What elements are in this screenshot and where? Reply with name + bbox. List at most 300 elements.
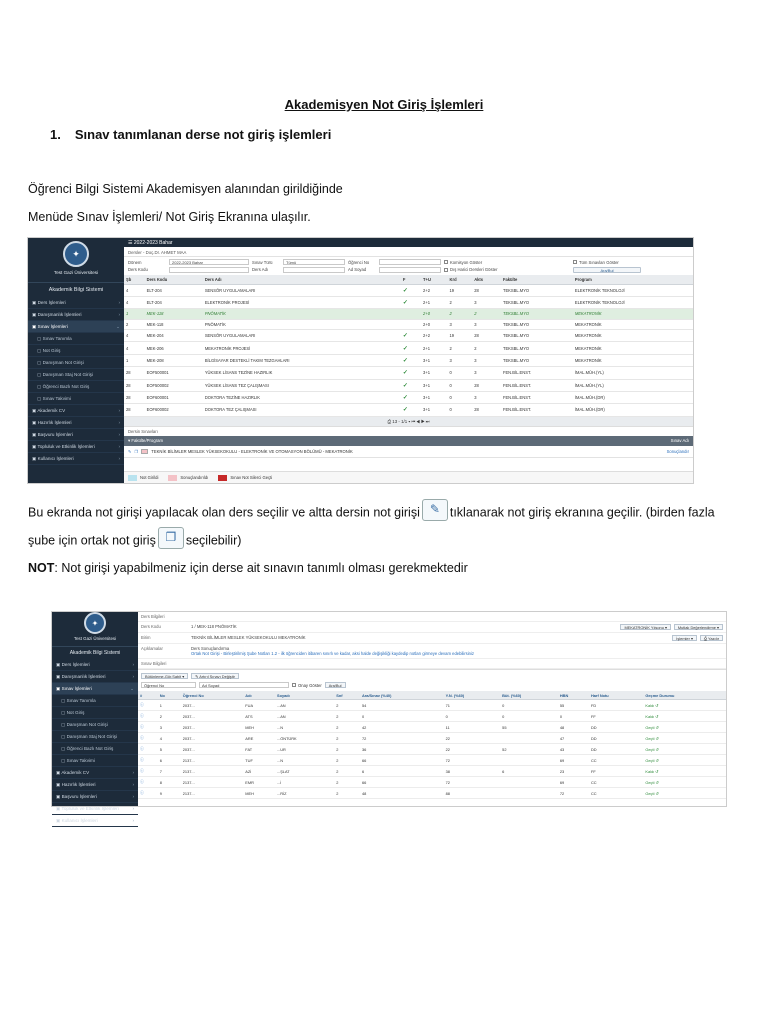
- row-number-cell: 8: [158, 777, 181, 788]
- column-header[interactable]: Krd: [448, 275, 473, 285]
- term-select[interactable]: 2022-2023 Bahar: [169, 259, 249, 265]
- final-cell: 88: [444, 788, 501, 799]
- approval-option[interactable]: [292, 683, 322, 688]
- table-row[interactable]: [124, 284, 693, 296]
- section-cell: 4: [124, 296, 145, 308]
- credit-cell: 2: [448, 342, 473, 354]
- sidebar-item[interactable]: [52, 791, 138, 803]
- paragraph-menu: Menüde Sınav İşlemleri/ Not Giriş Ekranına ulaşılır.: [28, 210, 311, 224]
- program-cell: MEKATRONİK: [573, 309, 693, 319]
- shared-grade-text-1: şube için ortak not giriş: [28, 533, 156, 548]
- chevron-icon: ›: [132, 769, 134, 775]
- midterm-cell: 0: [360, 711, 444, 722]
- letter-grade-cell: CC: [589, 755, 643, 766]
- table-row[interactable]: [124, 309, 693, 319]
- section-cell: 28: [124, 391, 145, 403]
- row-info-icon[interactable]: ⓘ: [138, 700, 158, 711]
- unit-actions: [672, 635, 723, 641]
- section-title: Sınav tanımlanan derse not giriş işlemleri: [74, 127, 332, 142]
- sidebar-item[interactable]: [52, 731, 138, 743]
- sidebar-item[interactable]: [28, 393, 124, 405]
- course-name-cell: YÜKSEK LİSANS TEZ ÇALIŞMASI: [203, 379, 401, 391]
- row-number-cell: 2: [158, 711, 181, 722]
- column-header[interactable]: Program: [573, 275, 693, 285]
- approval-checkbox[interactable]: [292, 683, 296, 687]
- exam-info-label: Sınav Bilgileri: [141, 661, 167, 666]
- grade-table: [138, 691, 726, 799]
- class-cell: 2: [334, 777, 360, 788]
- letter-grade-cell: FD: [589, 700, 643, 711]
- program-cell: İMAL.MÜH.(DR): [573, 404, 693, 416]
- sidebar-item-label: ▣ Kullanıcı İşlemleri: [56, 817, 98, 823]
- sidebar-item-label: ▣ Ders İşlemleri: [32, 299, 66, 305]
- final-cell: 72: [444, 777, 501, 788]
- column-header[interactable]: Ders Adı: [203, 275, 401, 285]
- all-exams-option[interactable]: [573, 260, 641, 265]
- sidebar-item[interactable]: [28, 429, 124, 441]
- faculty-program-header: [124, 436, 693, 446]
- makeup-cell: 0: [500, 711, 558, 722]
- sidebar-item-label: ▢ Sınav Tanımla: [61, 697, 96, 703]
- row-info-icon[interactable]: ⓘ: [138, 755, 158, 766]
- check-icon: ✓: [401, 296, 421, 308]
- credit-cell: 3: [448, 354, 473, 366]
- search-button[interactable]: Ara/Bul: [573, 267, 641, 273]
- check-icon: ✓: [401, 284, 421, 296]
- first-name-cell: MEH: [243, 788, 275, 799]
- makeup-cell: [500, 777, 558, 788]
- column-header[interactable]: #: [138, 691, 158, 700]
- section-cell: 4: [124, 330, 145, 342]
- hours-cell: 3+1: [421, 404, 447, 416]
- check-icon: ✓: [401, 391, 421, 403]
- class-cell: 2: [334, 711, 360, 722]
- table-row[interactable]: [124, 342, 693, 354]
- sidebar-item[interactable]: [28, 417, 124, 429]
- section-cell: 28: [124, 367, 145, 379]
- main-content: [124, 238, 693, 483]
- letter-grade-cell: FF: [589, 711, 643, 722]
- student-no-cell: 2037...: [181, 711, 244, 722]
- first-name-cell: MEH: [243, 722, 275, 733]
- ects-cell: 3: [472, 296, 501, 308]
- program-cell: İMAL.MÜH.(YL): [573, 379, 693, 391]
- makeup-cell: 0: [500, 700, 558, 711]
- midterm-cell: 66: [360, 755, 444, 766]
- credit-cell: 19: [448, 284, 473, 296]
- legend-item: [218, 475, 272, 481]
- row-info-icon[interactable]: ⓘ: [138, 777, 158, 788]
- first-name-cell: ARE: [243, 733, 275, 744]
- surname-cell: ...ŞLAT: [275, 766, 334, 777]
- sidebar-item[interactable]: [28, 333, 124, 345]
- first-name-cell: ATS: [243, 711, 275, 722]
- course-table: [124, 275, 693, 417]
- row-info-icon[interactable]: ⓘ: [138, 733, 158, 744]
- first-name-cell: FUA: [243, 700, 275, 711]
- credit-cell: 0: [448, 379, 473, 391]
- hours-cell: 2+2: [421, 330, 447, 342]
- section-cell: 4: [124, 342, 145, 354]
- ects-cell: 3: [472, 354, 501, 366]
- column-header[interactable]: HBN: [558, 691, 589, 700]
- exam-type-select[interactable]: Tümü: [283, 259, 345, 265]
- course-name-cell: DOKTORA TEZ ÇALIŞMASI: [203, 404, 401, 416]
- student-no-cell: 2037...: [181, 733, 244, 744]
- column-select[interactable]: Bütünleme-Gör.Sabit ▾: [141, 673, 188, 679]
- average-cell: 23: [558, 766, 589, 777]
- chevron-icon: ›: [118, 419, 120, 425]
- sidebar-item[interactable]: [28, 309, 124, 321]
- surname-cell: ...RİZ: [275, 788, 334, 799]
- average-cell: 72: [558, 788, 589, 799]
- sidebar-item[interactable]: [28, 345, 124, 357]
- commission-option[interactable]: [444, 260, 570, 265]
- surname-cell: ...AN: [275, 711, 334, 722]
- average-cell: 48: [558, 722, 589, 733]
- student-no-cell: 2037...: [181, 744, 244, 755]
- shared-grade-text-2: seçilebilir): [185, 533, 242, 548]
- program-row[interactable]: [124, 446, 693, 458]
- table-row[interactable]: [124, 319, 693, 329]
- column-header[interactable]: Büt. (%60): [500, 691, 558, 700]
- chevron-icon: ›: [118, 299, 120, 305]
- column-header[interactable]: Y.N. (%60): [444, 691, 501, 700]
- sidebar-item[interactable]: [52, 707, 138, 719]
- row-info-icon[interactable]: ⓘ: [138, 766, 158, 777]
- midterm-cell: 72: [360, 733, 444, 744]
- table-row[interactable]: [124, 296, 693, 308]
- grade-toolbar: [138, 669, 726, 682]
- makeup-cell: 55: [500, 722, 558, 733]
- chevron-icon: ›: [132, 661, 134, 667]
- chevron-icon: ›: [118, 407, 120, 413]
- sidebar-item[interactable]: [52, 803, 138, 815]
- sidebar-item-label: ▢ Danışman Staj Not Girişi: [37, 371, 93, 377]
- course-list-screenshot: [27, 237, 694, 484]
- course-code-cell: EOF500002: [145, 379, 203, 391]
- course-code-input[interactable]: [169, 267, 249, 273]
- evaluation-select[interactable]: Mutlak Değerlendirme ▾: [674, 624, 723, 630]
- table-row[interactable]: [138, 777, 726, 788]
- paragraph-shared-grade: [28, 530, 242, 549]
- student-no-label: Öğrenci No: [348, 259, 370, 265]
- sidebar-menu: [52, 659, 138, 827]
- program-cell: MEKATRONİK: [573, 330, 693, 342]
- external-courses-checkbox[interactable]: [444, 268, 448, 272]
- course-code-cell: MEK-204: [145, 330, 203, 342]
- column-header[interactable]: T+U: [421, 275, 447, 285]
- university-name: Test Gazi Üniversitesi: [53, 270, 99, 275]
- credit-cell: 0: [448, 391, 473, 403]
- pagination[interactable]: ⎙ 13 - 1/1 ▾ ⏮ ◀ ▶ ⏭: [124, 417, 693, 426]
- name-surname-input[interactable]: [379, 267, 441, 273]
- ects-cell: 28: [472, 404, 501, 416]
- table-row[interactable]: [138, 766, 726, 777]
- first-name-cell: AZİ: [243, 766, 275, 777]
- course-name-cell: SENSÖR UYGULAMALARI: [203, 284, 401, 296]
- course-name-input[interactable]: [283, 267, 345, 273]
- grade-filter-row: [138, 682, 726, 691]
- table-row[interactable]: [138, 788, 726, 799]
- external-courses-option[interactable]: [444, 267, 570, 272]
- sidebar-item[interactable]: [28, 369, 124, 381]
- hours-cell: 3+1: [421, 354, 447, 366]
- class-cell: 2: [334, 733, 360, 744]
- makeup-cell: [500, 733, 558, 744]
- legend-item: [168, 475, 208, 481]
- row-number-cell: 4: [158, 733, 181, 744]
- course-code-row: [138, 622, 726, 633]
- course-name-cell: PNÖMATİK: [203, 309, 401, 319]
- hours-cell: 3+1: [421, 391, 447, 403]
- credit-cell: 3: [448, 319, 473, 329]
- column-header[interactable]: No: [158, 691, 181, 700]
- sidebar-item[interactable]: [28, 405, 124, 417]
- final-cell: 38: [444, 766, 501, 777]
- table-row[interactable]: [138, 733, 726, 744]
- finalize-link[interactable]: Sonuçlandır: [666, 448, 689, 454]
- average-cell: 69: [558, 777, 589, 788]
- column-header[interactable]: Fakülte: [501, 275, 573, 285]
- status-cell: [401, 309, 421, 319]
- chevron-icon: ›: [132, 793, 134, 799]
- table-row[interactable]: [138, 722, 726, 733]
- table-row[interactable]: [124, 330, 693, 342]
- status-legend: [124, 471, 693, 483]
- table-row[interactable]: [124, 404, 693, 416]
- print-button[interactable]: ⎙ Yazdır: [700, 635, 723, 641]
- sidebar-item[interactable]: [52, 659, 138, 671]
- sidebar-item-label: ▣ Topluluk ve Etkinlik İşlemleri: [56, 805, 119, 811]
- column-header[interactable]: Akts: [472, 275, 501, 285]
- main-content: [138, 612, 726, 806]
- faculty-cell: FEN.BİL.ENST.: [501, 391, 573, 403]
- university-logo-icon: ✦: [84, 612, 106, 634]
- row-info-icon[interactable]: ⓘ: [138, 722, 158, 733]
- chevron-icon: ›: [132, 805, 134, 811]
- term-label: Dönem: [128, 259, 142, 265]
- sidebar-item[interactable]: [28, 357, 124, 369]
- pass-status-cell: Geçti ↺: [643, 733, 726, 744]
- name-surname-label: Ad Soyad: [348, 267, 367, 272]
- surname-cell: ...İ: [275, 777, 334, 788]
- column-header[interactable]: Harf Notu: [589, 691, 643, 700]
- sidebar-item[interactable]: [52, 767, 138, 779]
- hours-cell: 2+0: [421, 319, 447, 329]
- average-cell: 47: [558, 733, 589, 744]
- approval-label: Onay Göster: [298, 682, 322, 688]
- filter-panel: [124, 257, 693, 275]
- sidebar-item[interactable]: [52, 671, 138, 683]
- course-code-cell: ELT-204: [145, 296, 203, 308]
- makeup-cell: 6: [500, 766, 558, 777]
- sidebar-item-label: ▢ Öğrenci Bazlı Not Giriş: [37, 383, 90, 389]
- surname-cell: ...N: [275, 722, 334, 733]
- course-code-label: Ders Kodu: [141, 624, 161, 629]
- table-row[interactable]: [138, 700, 726, 711]
- sidebar-item-label: ▣ Danışmanlık İşlemleri: [32, 311, 82, 317]
- sidebar-item-label: ▣ Başvuru İşlemleri: [32, 431, 73, 437]
- sidebar-item[interactable]: [52, 779, 138, 791]
- table-row[interactable]: [138, 755, 726, 766]
- letter-grade-cell: FF: [589, 766, 643, 777]
- section-cell: 28: [124, 404, 145, 416]
- sidebar-item[interactable]: [28, 441, 124, 453]
- course-info-title: Ders Bilgileri: [141, 614, 165, 619]
- sidebar-item[interactable]: [52, 695, 138, 707]
- course-code-cell: EOF600002: [145, 404, 203, 416]
- copy-icon[interactable]: ❐: [134, 448, 139, 454]
- surname-cell: ...N: [275, 755, 334, 766]
- column-header[interactable]: Şb: [124, 275, 145, 285]
- term-bar[interactable]: ☰ 2022-2023 Bahar: [124, 238, 693, 247]
- letter-grade-cell: CC: [589, 788, 643, 799]
- pass-status-cell: Kaldı ↺: [643, 700, 726, 711]
- credit-cell: 0: [448, 367, 473, 379]
- average-cell: 43: [558, 744, 589, 755]
- row-info-icon[interactable]: ⓘ: [138, 788, 158, 799]
- student-no-cell: 2037...: [181, 722, 244, 733]
- notes-text: Ortak Not Girişi - Birleştirilmiş Şube Notları 1.2 - ilk öğrenciden itibaren sınırlı ve kadar, aksi halde değişikliği kaydedip notları girmeye devam edebilirsiniz: [191, 651, 475, 656]
- exam-select[interactable]: MEKATRONİK Yılsonu ▾: [620, 624, 670, 630]
- hours-cell: 2+1: [421, 296, 447, 308]
- sidebar-item[interactable]: [52, 683, 138, 695]
- student-no-cell: 2137...: [181, 777, 244, 788]
- midterm-cell: 54: [360, 700, 444, 711]
- edit-icon: ✎: [422, 499, 448, 521]
- table-row[interactable]: [138, 711, 726, 722]
- sidebar-item[interactable]: [52, 815, 138, 827]
- unit-row: [138, 633, 726, 644]
- legend-label: Sonuçlandırıldı: [180, 475, 209, 480]
- legend-item: [128, 475, 158, 481]
- sidebar-item[interactable]: [52, 719, 138, 731]
- surname-cell: ...AN: [275, 700, 334, 711]
- column-header[interactable]: Öğrenci No: [181, 691, 244, 700]
- all-exams-label: Tüm Sınavları Göster: [579, 259, 619, 265]
- sidebar-item-label: ▣ Topluluk ve Etkinlik İşlemleri: [32, 443, 95, 449]
- sidebar-item[interactable]: [52, 743, 138, 755]
- final-cell: 72: [444, 755, 501, 766]
- legend-label: Sınav Not Silerci Geçti: [230, 475, 273, 480]
- section-cell: 28: [124, 379, 145, 391]
- section-cell: 2: [124, 319, 145, 329]
- sidebar-item-label: ▣ Başvuru İşlemleri: [56, 793, 97, 799]
- sidebar-item-label: ▢ Danışman Not Girişi: [37, 359, 84, 365]
- all-exams-checkbox[interactable]: [573, 260, 577, 264]
- course-info-title-row: [138, 612, 726, 622]
- exam-name-label: Sınav Adı: [670, 437, 689, 443]
- program-cell: MEKATRONİK: [573, 354, 693, 366]
- section-cell: 1: [124, 309, 145, 319]
- student-no-input[interactable]: [379, 259, 441, 265]
- credit-cell: 19: [448, 330, 473, 342]
- student-no-cell: 2137...: [181, 788, 244, 799]
- course-code-value: 1 / MEK-118 PNÖMATİK: [191, 624, 237, 629]
- note-text: : Not girişi yapabilmeniz için derse ait sınavın tanımlı olması gerekmektedir: [54, 561, 468, 575]
- surname-cell: ...UR: [275, 744, 334, 755]
- table-row[interactable]: [138, 744, 726, 755]
- student-no-input[interactable]: Öğrenci No: [141, 682, 196, 688]
- commission-label: Komisyon Göster: [450, 259, 483, 265]
- ects-cell: 3: [472, 367, 501, 379]
- external-courses-label: Dış Harici Dersleri Göster: [450, 267, 498, 272]
- table-row[interactable]: [124, 367, 693, 379]
- column-header[interactable]: Geçme Durumu: [643, 691, 726, 700]
- program-name: TEKNİK BİLİMLER MESLEK YÜKSEKOKULU - ELEKTRONİK VE OTOMASYON BÖLÜMÜ - MEKATRONİK: [151, 448, 353, 454]
- edit-icon[interactable]: ✎: [128, 448, 132, 454]
- row-number-cell: 5: [158, 744, 181, 755]
- row-number-cell: 1: [158, 700, 181, 711]
- search-button[interactable]: Ara/Bul: [325, 682, 346, 688]
- sidebar-item-label: ▣ Hazırlık İşlemleri: [56, 781, 96, 787]
- student-no-cell: 2037...: [181, 700, 244, 711]
- course-code-cell: MEK-118: [145, 309, 203, 319]
- letter-grade-cell: DD: [589, 733, 643, 744]
- faculty-program-label: ▾ Fakülte/Program: [128, 437, 164, 443]
- column-header[interactable]: F: [401, 275, 421, 285]
- course-table-body: [124, 284, 693, 416]
- sidebar-item-label: ▣ Kullanıcı İşlemleri: [32, 455, 74, 461]
- sidebar-item-label: ▣ Ders İşlemleri: [56, 661, 90, 667]
- course-name-cell: YÜKSEK LİSANS TEZİNE HAZIRLIK: [203, 367, 401, 379]
- column-header[interactable]: Soyadı: [275, 691, 334, 700]
- table-row[interactable]: [124, 379, 693, 391]
- makeup-cell: [500, 788, 558, 799]
- row-info-icon[interactable]: ⓘ: [138, 711, 158, 722]
- sidebar-item[interactable]: [28, 453, 124, 465]
- faculty-cell: TEKSBL.MYO: [501, 330, 573, 342]
- average-cell: 0: [558, 711, 589, 722]
- column-header[interactable]: Adı: [243, 691, 275, 700]
- column-header[interactable]: Ara/Sınav (%40): [360, 691, 444, 700]
- row-number-cell: 6: [158, 755, 181, 766]
- final-cell: 71: [444, 700, 501, 711]
- program-cell: MEKATRONİK: [573, 342, 693, 354]
- row-number-cell: 7: [158, 766, 181, 777]
- table-row[interactable]: [124, 391, 693, 403]
- status-cell: [401, 319, 421, 329]
- first-name-cell: EMR: [243, 777, 275, 788]
- program-cell: ELEKTRONİK TEKNOLOJİ: [573, 296, 693, 308]
- sidebar-item-label: ▣ Akademik CV: [56, 769, 90, 775]
- table-row[interactable]: [124, 354, 693, 366]
- check-icon: ✓: [401, 330, 421, 342]
- chevron-icon: ›: [118, 443, 120, 449]
- class-cell: 2: [334, 766, 360, 777]
- name-surname-input[interactable]: Ad Soyad: [199, 682, 289, 688]
- sidebar-item-label: ▢ Danışman Not Girişi: [61, 721, 108, 727]
- column-header[interactable]: Ders Kodu: [145, 275, 203, 285]
- sidebar-item[interactable]: [52, 755, 138, 767]
- legend-label: Not Girildi: [140, 475, 159, 480]
- section-cell: 1: [124, 354, 145, 366]
- sidebar-item[interactable]: [28, 297, 124, 309]
- average-cell: 55: [558, 700, 589, 711]
- sidebar-item-label: ▢ Danışman Staj Not Girişi: [61, 733, 117, 739]
- change-exam-button[interactable]: ✎ Artırıl Sınavı Değiştir: [191, 673, 239, 679]
- pass-status-cell: Kaldı ↺: [643, 766, 726, 777]
- column-header[interactable]: Snf: [334, 691, 360, 700]
- actions-button[interactable]: İşlemler ▾: [672, 635, 697, 641]
- sidebar-item[interactable]: [28, 321, 124, 333]
- sidebar-item[interactable]: [28, 381, 124, 393]
- row-number-cell: 9: [158, 788, 181, 799]
- row-info-icon[interactable]: ⓘ: [138, 744, 158, 755]
- commission-checkbox[interactable]: [444, 260, 448, 264]
- row-number-cell: 3: [158, 722, 181, 733]
